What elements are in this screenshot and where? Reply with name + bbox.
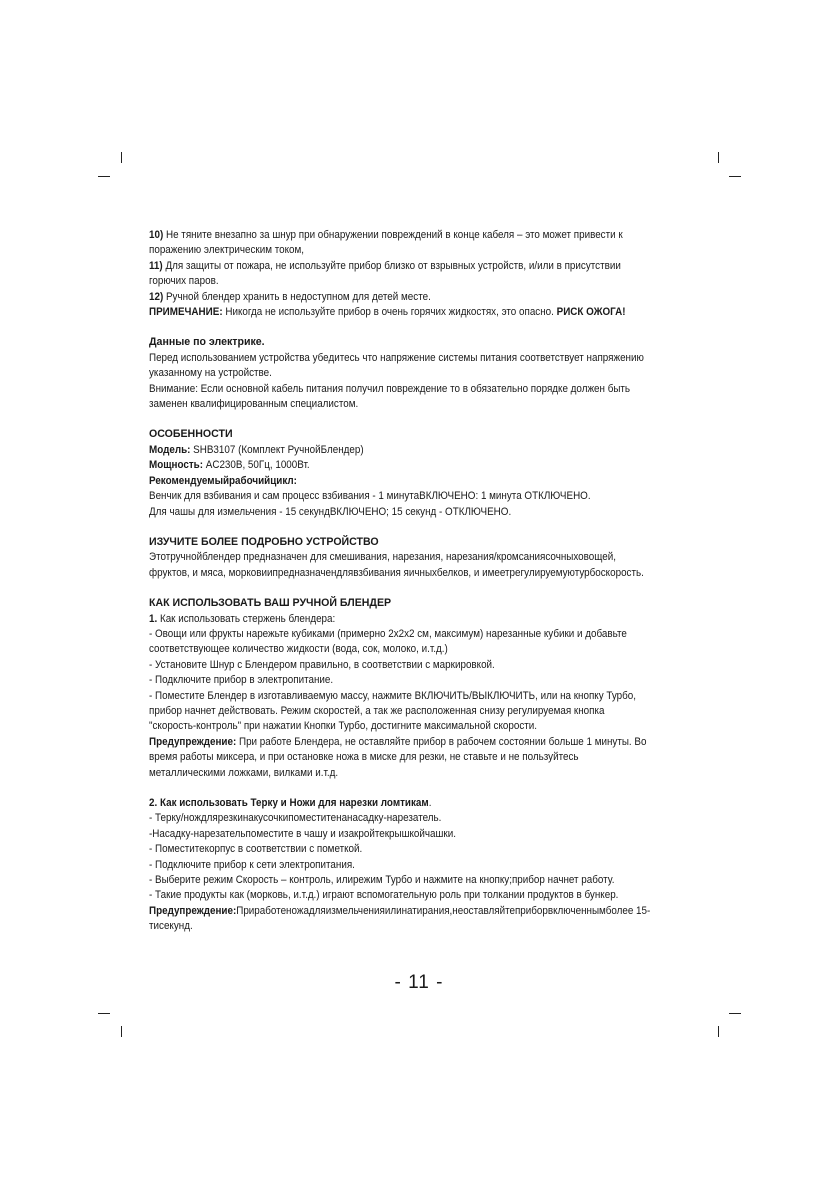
crop-mark [121,152,122,163]
electrics-title: Данные по электрике. [149,336,265,349]
crop-mark [729,176,741,177]
crop-mark [98,176,110,177]
grater-step: - Терку/нождлярезкинакусочкипоместитенанасадку-нарезатель. [149,812,442,825]
item-12: 12) Ручной блендер хранить в недоступном для детей месте. [149,290,431,303]
usage-step: - Установите Шнур с Блендером правильно, в соответствии с маркировкой. [149,658,495,671]
usage-step: - Овощи или фрукты нарежьте кубиками (примерно 2х2х2 см, максимум) нарезанные кубики и добавьте соответствующее количество жидкости (вода, сок, молоко, и.т.д.) [149,627,627,656]
crop-mark [718,152,719,163]
crop-mark [718,1026,719,1037]
cycle-label: Рекомендуемыйрабочийцикл: [149,474,297,487]
item-10: 10) Не тяните внезапно за шнур при обнаружении повреждений в конце кабеля – это может привести к поражению электрическим током, [149,229,623,257]
grater-step: - Подключите прибор к сети электропитания. [149,858,355,871]
note: ПРИМЕЧАНИЕ: Никогда не используйте прибор в очень горячих жидкостях, это опасно. РИСК ОЖОГА! [149,306,626,319]
usage-step: - Поместите Блендер в изготавливаемую массу, нажмите ВКЛЮЧИТЬ/ВЫКЛЮЧИТЬ, или на кнопку Турбо, прибор начнет действовать. Режим скоростей, а так же расположенная снизу регулируемая кнопка "скорость-контроль" при нажатии Кнопки Турбо, достигните максимальной скорости. [149,689,637,733]
model-line: Модель: SHB3107 (Комплект РучнойБлендер) [149,443,364,456]
grater-step: - Выберите режим Скорость – контроль, илирежим Турбо и нажмите на кнопку;прибор начнет работу. [149,874,615,887]
grater-step: -Насадку-нарезательпоместите в чашу и изакройтекрышкойчашки. [149,827,456,840]
study-paragraph: Этотручнойблендер предназначен для смешивания, нарезания, нарезания/кромсаниясочныховощей, фруктов, и мяса, морковиипредназначендлявзбивания яичныхбелков, и имеетрегулируемуютурбоскорость. [149,551,644,579]
grater-step: - Такие продукты как (морковь, и.т.д.) играют вспомогательную роль при толкании продуктов в бункер. [149,889,619,902]
grater-title: 2. Как использовать Терку и Ножи для нарезки ломтикам. [149,797,432,809]
page-number: - 11 - [394,972,444,993]
crop-mark [98,1013,110,1014]
page-content [149,228,653,935]
electrics-paragraph: Перед использованием устройства убедитесь что напряжение системы питания соответствует напряжению указанному на устройстве. [149,351,644,380]
features-title: ОСОБЕННОСТИ [149,428,233,441]
crop-mark [729,1013,741,1014]
cycle-line: Венчик для взбивания и сам процесс взбивания - 1 минутаВКЛЮЧЕНО: 1 минута ОТКЛЮЧЕНО. [149,490,591,503]
crop-mark [121,1026,122,1037]
grater-warning: Предупреждение:Приработеножадляизмельченияилинатирания,неоставляйтеприборвключеннымболее 15-тисекунд. [149,904,651,933]
cycle-line: Для чашы для измельчения - 15 секундВКЛЮЧЕНО; 15 секунд - ОТКЛЮЧЕНО. [149,505,512,518]
item-11: 11) Для защиты от пожара, не используйте прибор близко от взрывных устройств, и/или в присутствии горючих паров. [149,259,621,288]
electrics-paragraph: Внимание: Если основной кабель питания получил повреждение то в обязательно порядке должен быть заменен квалифицированным специалистом. [149,382,631,411]
study-title: ИЗУЧИТЕ БОЛЕЕ ПОДРОБНО УСТРОЙСТВО [149,535,379,548]
usage-subtitle: 1. Как использовать стержень блендера: [149,612,336,625]
grater-step: - Поместитекорпус в соответствии с пометкой. [149,843,363,856]
usage-title: КАК ИСПОЛЬЗОВАТЬ ВАШ РУЧНОЙ БЛЕНДЕР [149,597,392,610]
usage-warning: Предупреждение: При работе Блендера, не оставляйте прибор в рабочем состоянии больше 1 минуты. Во время работы миксера, и при остановке ножа в миске для резки, не ставьте и не пользуйтесь металлическими ложками, вилками и.т.д. [149,735,647,779]
usage-step: - Подключите прибор в электропитание. [149,674,334,687]
power-line: Мощность: AC230В, 50Гц, 1000Вт. [149,459,310,472]
